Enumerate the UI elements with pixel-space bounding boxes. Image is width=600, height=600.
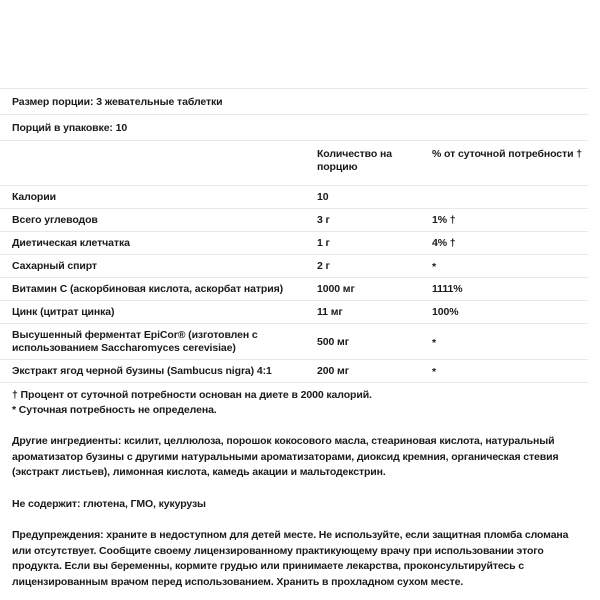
- column-header-name: [0, 141, 305, 186]
- footnotes: [0, 383, 588, 418]
- footnote-dagger: † Процент от суточной потребности основан на диете в 2000 калорий.: [12, 389, 372, 401]
- column-header-daily-value: % от суточной потребности †: [420, 141, 588, 186]
- nutrient-daily-value: 1% †: [420, 209, 588, 232]
- serving-size-value: 3 жевательные таблетки: [96, 96, 223, 108]
- nutrient-daily-value: *: [420, 256, 588, 279]
- free-from-text: Не содержит: глютена, ГМО, кукурузы: [12, 497, 206, 510]
- nutrient-amount: 1 г: [305, 232, 420, 255]
- table-row: [0, 232, 588, 255]
- table-row: [0, 255, 588, 278]
- table-row: [0, 324, 588, 360]
- nutrient-daily-value: 1111%: [420, 278, 588, 301]
- table-header-row: [0, 141, 588, 186]
- nutrient-amount: 11 мг: [305, 301, 420, 324]
- nutrient-daily-value: 4% †: [420, 232, 588, 255]
- nutrient-name: Всего углеводов: [0, 209, 305, 232]
- warnings-text: Предупреждения: храните в недоступном для детей месте. Не используйте, если защитная пломба сломана или отсутствует. Сообщите своему лицензированному практикующему врачу при использовании этого продукта. Если вы беременны, кормите грудью или принимаете лекарства, проконсультируйтесь с лицензированным врачом перед использованием. Хранить в прохладном сухом месте.: [12, 529, 569, 588]
- nutrient-name: Диетическая клетчатка: [0, 232, 305, 255]
- nutrient-table: [0, 140, 588, 383]
- nutrient-name: Экстракт ягод черной бузины (Sambucus nigra) 4:1: [0, 360, 305, 383]
- nutrient-table-head: [0, 141, 588, 186]
- servings-per-container-value: 10: [115, 122, 128, 134]
- nutrient-daily-value: 100%: [420, 301, 588, 324]
- table-row: [0, 360, 588, 383]
- nutrient-name: Сахарный спирт: [0, 255, 305, 278]
- nutrient-amount: 2 г: [305, 255, 420, 278]
- nutrient-name: Калории: [0, 186, 305, 209]
- nutrient-name: Цинк (цитрат цинка): [0, 301, 305, 324]
- nutrient-amount: 10: [305, 186, 420, 209]
- nutrient-name: Высушенный ферментат EpiCor® (изготовлен с использованием Saccharomyces cerevisiae): [0, 324, 305, 360]
- other-ingredients-text: Другие ингредиенты: ксилит, целлюлоза, порошок кокосового масла, стеариновая кислота, натуральный ароматизатор бузины с другими натуральными ароматизаторами, диоксид кремния, органическая стевия (экстракт листьев), лимонная кислота, камедь акации и мальтодекстрин.: [12, 435, 559, 478]
- label-content: [0, 88, 588, 590]
- nutrient-amount: 1000 мг: [305, 278, 420, 301]
- table-row: [0, 301, 588, 324]
- table-row: [0, 209, 588, 232]
- table-row: [0, 186, 588, 209]
- nutrient-table-body: [0, 186, 588, 383]
- nutrient-daily-value: *: [420, 325, 588, 361]
- column-header-amount: Количество на порцию: [305, 141, 420, 186]
- servings-per-container-label: Порций в упаковке:: [12, 122, 113, 134]
- servings-per-container-row: [0, 114, 588, 140]
- footnote-asterisk: * Суточная потребность не определена.: [12, 404, 217, 416]
- nutrient-amount: 500 мг: [305, 324, 420, 360]
- serving-size-row: [0, 88, 588, 114]
- nutrient-amount: 200 мг: [305, 360, 420, 383]
- nutrient-daily-value: *: [420, 361, 588, 384]
- nutrient-daily-value: [420, 186, 588, 209]
- serving-size-label: Размер порции:: [12, 96, 94, 108]
- nutrient-amount: 3 г: [305, 209, 420, 232]
- table-row: [0, 278, 588, 301]
- nutrient-name: Витамин С (аскорбиновая кислота, аскорбат натрия): [0, 278, 305, 301]
